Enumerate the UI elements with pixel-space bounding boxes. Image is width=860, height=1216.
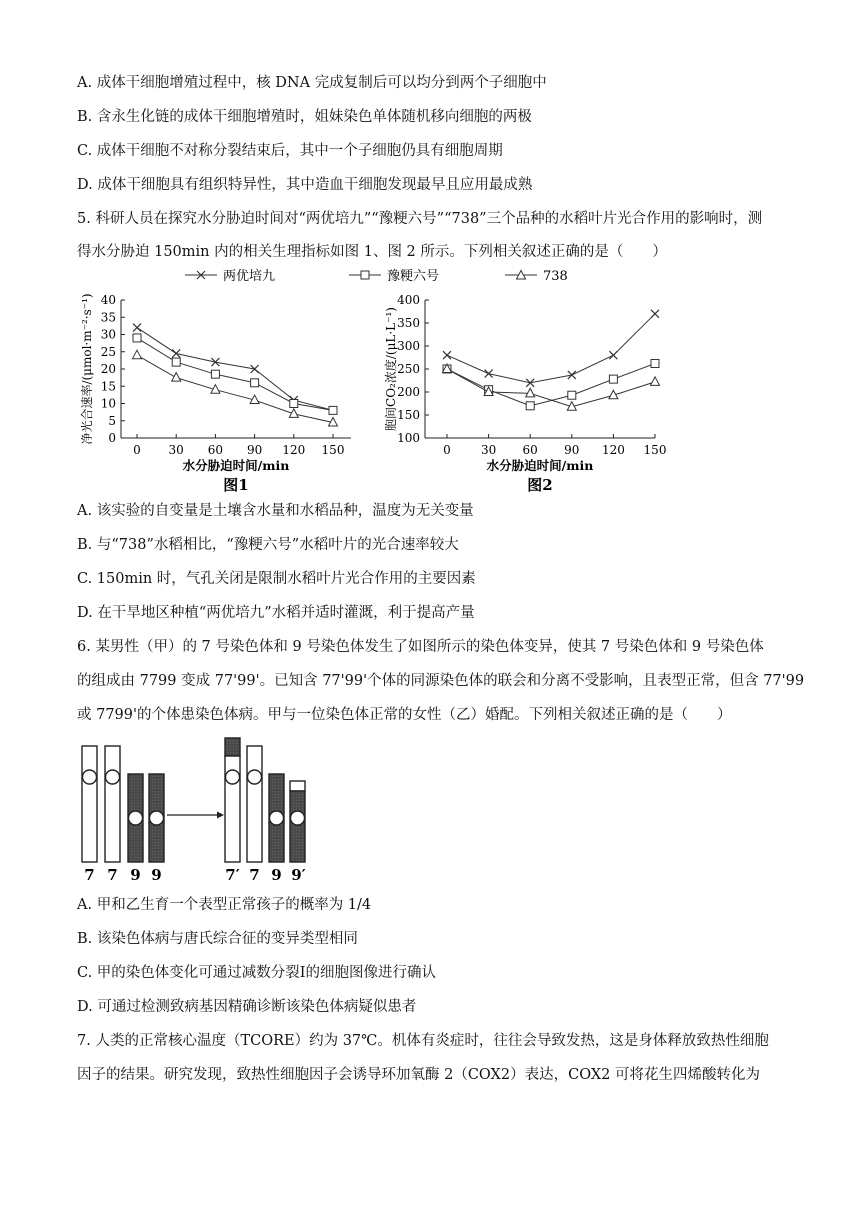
q4-option-b: B. 含永生化链的成体干细胞增殖时，姐妹染色单体随机移向细胞的两极 <box>77 109 532 125</box>
chromosome-7-b <box>105 746 120 862</box>
data-point <box>651 377 660 386</box>
data-point <box>526 402 534 410</box>
x-tick-label: 0 <box>443 443 451 457</box>
series-0 <box>443 310 659 387</box>
series-line <box>137 328 333 411</box>
series-line <box>447 363 655 405</box>
y-tick-label: 25 <box>100 344 116 359</box>
legend-item-1 <box>349 268 439 284</box>
chromosome-9-b <box>149 774 164 862</box>
chart-title: 图2 <box>527 476 553 494</box>
y-tick-label: 400 <box>397 293 420 307</box>
q7-stem-line1: 7. 人类的正常核心温度（TCORE）约为 37℃。机体有炎症时，往往会导致发热，这是身体释放致热性细胞 <box>77 1033 769 1049</box>
data-point <box>443 351 451 359</box>
data-point <box>568 391 576 399</box>
q6-option-a: A. 甲和乙生育一个表型正常孩子的概率为 1/4 <box>77 897 372 913</box>
x-tick-label: 60 <box>522 443 538 457</box>
q6-option-d: D. 可通过检测致病基因精确诊断该染色体病疑似患者 <box>77 999 417 1015</box>
data-point <box>172 373 181 382</box>
chromosome-9-a <box>128 774 143 862</box>
legend <box>185 268 568 284</box>
data-point <box>251 379 259 387</box>
y-tick-label: 100 <box>397 431 420 445</box>
q5-figure <box>77 262 697 502</box>
x-tick-label: 30 <box>480 443 497 457</box>
chromosome-7-prime <box>225 738 240 862</box>
series-0 <box>133 324 337 415</box>
data-point <box>133 350 142 359</box>
chart-title: 图1 <box>223 476 249 494</box>
x-axis-label: 水分胁迫时间/min <box>182 458 290 473</box>
series-line <box>447 314 655 383</box>
chromosome-label-6: 9 <box>271 866 282 884</box>
chromosome-label-7: 9′ <box>291 866 306 884</box>
arrow-icon <box>167 812 224 819</box>
data-point <box>172 358 180 366</box>
y-axis-label: 净光合速率/(μmol·m⁻²·s⁻¹) <box>80 293 94 445</box>
x-tick-label: 30 <box>168 443 184 457</box>
x-axis-label: 水分胁迫时间/min <box>486 458 594 473</box>
y-tick-label: 150 <box>397 408 420 422</box>
y-tick-label: 35 <box>100 310 116 325</box>
y-axis-label: 胞间CO₂浓度/(μL·L⁻¹) <box>384 307 398 431</box>
data-point <box>609 375 617 383</box>
x-tick-label: 120 <box>601 443 625 457</box>
x-tick-label: 90 <box>246 443 263 457</box>
q6-option-c: C. 甲的染色体变化可通过减数分裂Ⅰ的细胞图像进行确认 <box>77 965 437 981</box>
q5-option-b: B. 与“738”水稻相比，“豫粳六号”水稻叶片的光合速率较大 <box>77 537 459 553</box>
series-2 <box>133 350 338 426</box>
q6-option-b: B. 该染色体病与唐氏综合征的变异类型相同 <box>77 931 358 947</box>
legend-item-2 <box>505 269 568 284</box>
data-point <box>609 351 617 359</box>
data-point <box>329 406 337 414</box>
data-point <box>485 370 493 378</box>
q5-option-d: D. 在干旱地区种植“两优培九”水稻并适时灌溉，利于提高产量 <box>77 605 475 621</box>
x-tick-label: 120 <box>282 443 306 457</box>
x-tick-label: 90 <box>564 443 580 457</box>
data-point <box>568 371 576 379</box>
series-2 <box>443 364 660 410</box>
y-tick-label: 0 <box>108 431 116 445</box>
y-tick-label: 350 <box>397 316 420 330</box>
y-tick-label: 5 <box>108 413 116 428</box>
q4-option-a: A. 成体干细胞增殖过程中，核 DNA 完成复制后可以均分到两个子细胞中 <box>77 75 547 91</box>
legend-label-2: 738 <box>543 269 568 284</box>
data-point <box>651 310 659 318</box>
series-line <box>137 338 333 410</box>
chart-2 <box>383 293 666 494</box>
x-tick-label: 0 <box>133 443 141 457</box>
chromosome-7-c <box>247 746 262 862</box>
data-point <box>526 388 535 397</box>
q4-option-c: C. 成体干细胞不对称分裂结束后，其中一个子细胞仍具有细胞周期 <box>77 143 503 159</box>
data-point <box>172 349 180 357</box>
q5-stem-line2: 得水分胁迫 150min 内的相关生理指标如图 1、图 2 所示。下列相关叙述正确的是（ ） <box>77 244 667 260</box>
q5-option-a: A. 该实验的自变量是土壤含水量和水稻品种，温度为无关变量 <box>77 503 474 519</box>
y-tick-label: 15 <box>100 379 116 394</box>
x-tick-label: 150 <box>321 443 345 457</box>
chromosome-label-4: 7′ <box>225 866 240 884</box>
y-tick-label: 250 <box>397 362 420 376</box>
data-point <box>133 334 141 342</box>
data-point <box>211 370 219 378</box>
y-tick-label: 40 <box>100 293 116 307</box>
data-point <box>651 359 659 367</box>
q7-stem-line2: 因子的结果。研究发现，致热性细胞因子会诱导环加氧酶 2（COX2）表达，COX2 可将花生四烯酸转化为 <box>77 1067 760 1083</box>
chart-1 <box>79 293 351 494</box>
y-tick-label: 30 <box>100 327 116 342</box>
chromosome-label-1: 7 <box>107 866 118 884</box>
chromosome-9-prime <box>290 781 305 862</box>
chromosome-label-2: 9 <box>130 866 141 884</box>
chromosome-9-c <box>269 774 284 862</box>
chromosome-figure <box>77 734 337 884</box>
data-point <box>290 400 298 408</box>
y-tick-label: 200 <box>397 385 420 399</box>
chromosome-label-5: 7 <box>249 866 260 884</box>
chromosome-7-a <box>82 746 97 862</box>
chromosome-label-0: 7 <box>84 866 95 884</box>
q5-stem-line1: 5. 科研人员在探究水分胁迫时间对“两优培九”“豫粳六号”“738”三个品种的水稻叶片光合作用的影响时，测 <box>77 211 763 227</box>
legend-item-0 <box>185 268 275 284</box>
y-tick-label: 10 <box>100 396 116 411</box>
q6-stem-line1: 6. 某男性（甲）的 7 号染色体和 9 号染色体发生了如图所示的染色体变异，使其 7 号染色体和 9 号染色体 <box>77 639 764 655</box>
q5-option-c: C. 150min 时，气孔关闭是限制水稻叶片光合作用的主要因素 <box>77 571 476 587</box>
y-tick-label: 20 <box>100 362 116 376</box>
data-point <box>526 379 534 387</box>
data-point <box>133 324 141 332</box>
q6-stem-line3: 或 7799'的个体患染色体病。甲与一位染色体正常的女性（乙）婚配。下列相关叙述正确的是（ ） <box>77 707 732 723</box>
q4-option-d: D. 成体干细胞具有组织特异性，其中造血干细胞发现最早且应用最成熟 <box>77 177 533 193</box>
x-tick-label: 60 <box>207 443 224 457</box>
y-tick-label: 300 <box>397 339 420 353</box>
legend-label-0: 两优培九 <box>223 269 276 284</box>
series-line <box>447 369 655 407</box>
q6-stem-line2: 的组成由 7799 变成 77'99'。已知含 77'99'个体的同源染色体的联会和分离不受影响，且表型正常，但含 77'99 <box>77 673 805 689</box>
chromosome-label-3: 9 <box>151 866 162 884</box>
legend-label-1: 豫粳六号 <box>387 269 440 284</box>
series-1 <box>133 334 337 414</box>
x-tick-label: 150 <box>643 443 667 457</box>
